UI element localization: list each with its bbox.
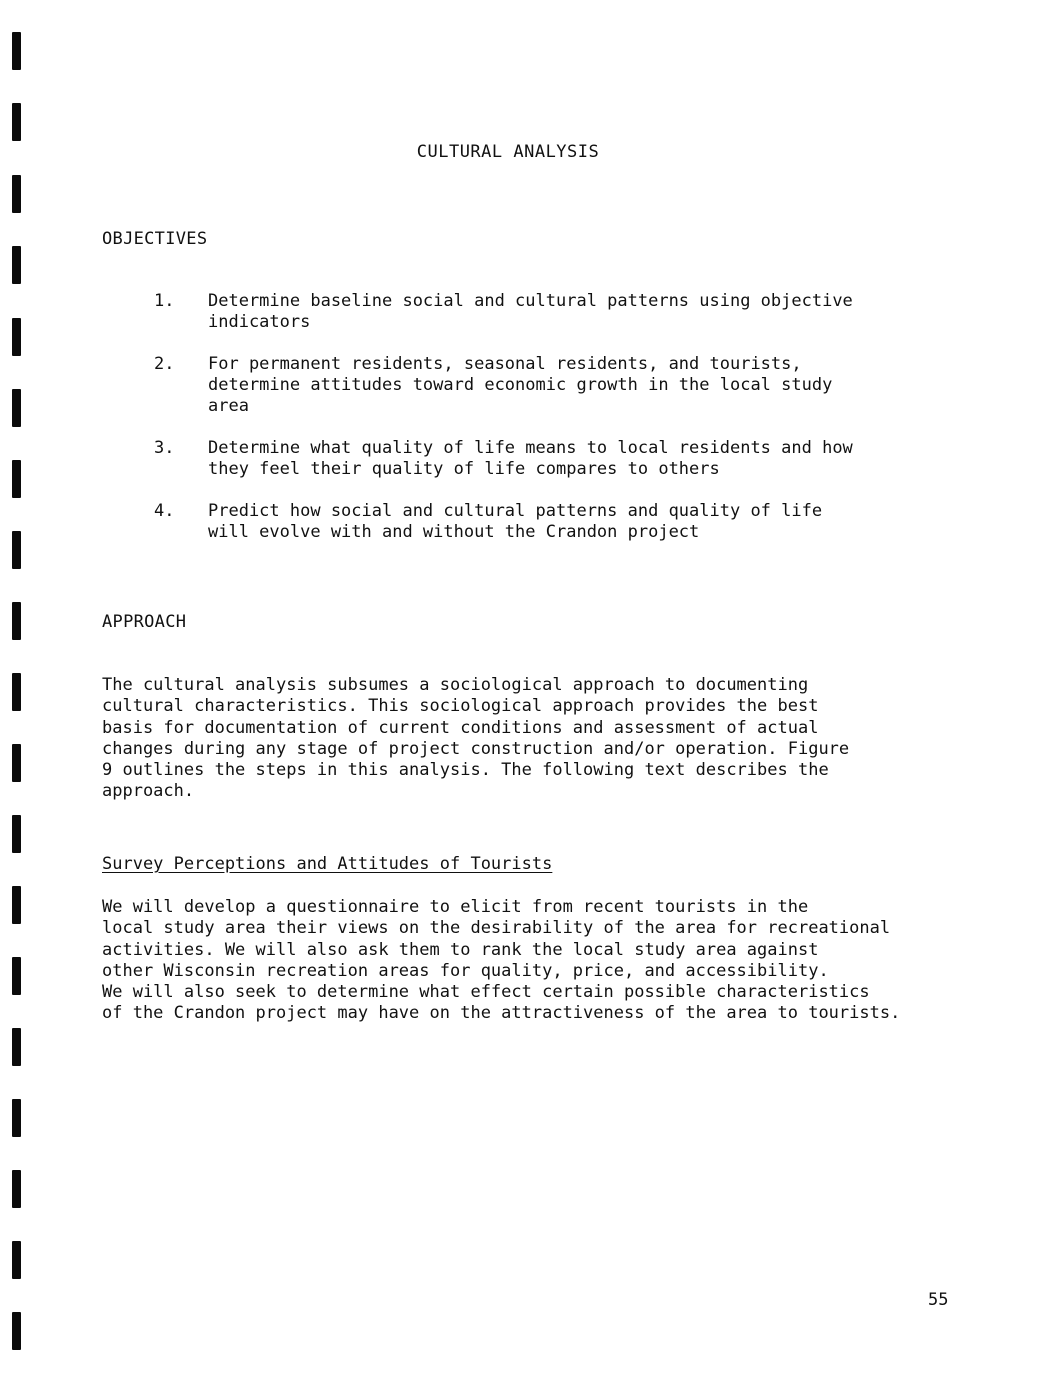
list-item-number: 3.: [154, 438, 175, 458]
page-title: CULTURAL ANALYSIS: [416, 142, 600, 162]
binding-mark: [12, 531, 21, 569]
list-item: [102, 501, 922, 543]
binding-mark: [12, 602, 21, 640]
binding-mark: [12, 1241, 21, 1279]
binding-mark: [12, 389, 21, 427]
objectives-heading: OBJECTIVES: [102, 229, 208, 249]
binding-mark: [12, 32, 21, 70]
binding-mark: [12, 957, 21, 995]
binding-mark: [12, 103, 21, 141]
list-item: [102, 438, 922, 480]
binding-mark: [12, 886, 21, 924]
approach-heading: APPROACH: [102, 612, 187, 632]
list-item-number: 1.: [154, 291, 175, 311]
binding-mark: [12, 673, 21, 711]
list-item: [102, 291, 922, 333]
binding-mark: [12, 175, 21, 213]
binding-mark: [12, 1170, 21, 1208]
binding-mark: [12, 1099, 21, 1137]
list-item-text: Determine baseline social and cultural patterns using objective indicators: [208, 291, 853, 332]
objectives-list: [102, 291, 922, 564]
binding-mark: [12, 246, 21, 284]
list-item-number: 2.: [154, 354, 175, 374]
binding-mark: [12, 815, 21, 853]
binding-mark: [12, 744, 21, 782]
list-item: [102, 354, 922, 417]
survey-paragraph: We will develop a questionnaire to elicit from recent tourists in the local study area their views on the desirability of the area for recreational activities. We will also ask them to rank the local study area against other Wisconsin recreation areas for quality, price, and accessibility. We will also seek to determine what effect certain possible characteristics of the Crandon project may have on the attractiveness of the area to tourists.: [102, 897, 901, 1024]
approach-paragraph: The cultural analysis subsumes a sociological approach to documenting cultural characteristics. This sociological approach provides the best basis for documentation of current conditions and assessment of actual changes during any stage of project construction and/or operation. Figure 9 outlines the steps in this analysis. The following text describes the approach.: [102, 675, 850, 802]
binding-mark: [12, 1312, 21, 1350]
binding-mark: [12, 460, 21, 498]
list-item-text: For permanent residents, seasonal residents, and tourists, determine attitudes toward economic growth in the local study area: [208, 354, 833, 416]
binding-mark: [12, 318, 21, 356]
page-number: 55: [928, 1290, 949, 1310]
list-item-text: Determine what quality of life means to local residents and how they feel their quality of life compares to others: [208, 438, 853, 479]
binding-mark: [12, 1028, 21, 1066]
list-item-text: Predict how social and cultural patterns and quality of life will evolve with and without the Crandon project: [208, 501, 823, 542]
survey-heading: Survey Perceptions and Attitudes of Tourists: [102, 854, 553, 874]
list-item-number: 4.: [154, 501, 175, 521]
